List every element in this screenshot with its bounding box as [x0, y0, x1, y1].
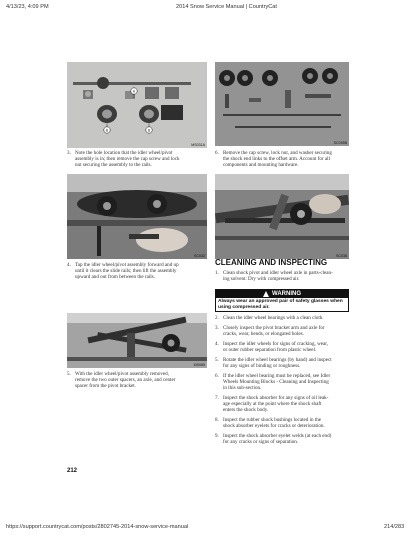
print-timestamp: 4/13/23, 4:09 PM: [6, 4, 49, 10]
inspect-step-2: [215, 315, 353, 321]
warning-line: using compressed air.: [218, 304, 270, 310]
step-line: Inspect the idler wheels for signs of cracking, wear,: [223, 341, 329, 347]
document-title: 2014 Snow Service Manual | CountryCat: [176, 4, 277, 10]
tap-assembly-illustration: [67, 174, 207, 259]
page-count: 214/283: [384, 524, 405, 530]
figure-code: SC036: [336, 254, 347, 258]
figure-code: SC035B: [333, 141, 347, 145]
inspect-step-7: [215, 395, 353, 413]
step-6-remove-cap-screw: [215, 150, 353, 168]
figure-idler-parts: [67, 62, 207, 148]
step-number: 9.: [215, 433, 219, 439]
step-line: Inspect the rubber shock bushings located in the: [223, 417, 322, 423]
step-line: assembly is in; then remove the cap screw and lock: [75, 156, 180, 162]
step-number: 7.: [215, 395, 219, 401]
figure-code: MS085: [193, 363, 205, 367]
step-number: 2.: [215, 315, 219, 321]
step-line: for any signs of binding or roughness.: [223, 363, 301, 369]
step-line: for any cracks or signs of separation.: [223, 439, 299, 445]
step-number: 5.: [215, 357, 219, 363]
step-line: Tap the idler wheel/pivot assembly forward and up: [75, 262, 179, 268]
step-number: 3.: [67, 150, 71, 156]
step-number: 6.: [215, 373, 219, 379]
step-number: 5.: [67, 371, 71, 377]
figure-shock-removal: [215, 174, 349, 259]
inspect-step-6: [215, 373, 353, 391]
step-line: until it clears the slide rails; then lift the assembly: [75, 268, 177, 274]
step-line: upward and out from between the rails.: [75, 274, 155, 280]
step-4-tap-assembly: [67, 262, 209, 280]
figure-shock-links: [215, 62, 349, 146]
warning-triangle-icon: [263, 291, 269, 297]
warning-title: WARNING: [272, 291, 301, 297]
step-line: shock absorber eyelets for cracks or deterioration.: [223, 423, 325, 429]
idler-parts-illustration: [67, 62, 207, 148]
callout-a: A: [132, 89, 136, 94]
step-line: With the idler wheel/pivot assembly removed,: [75, 371, 170, 377]
figure-code: SC032: [194, 254, 205, 258]
step-line: Remove the cap screw, lock nut, and washer securing: [223, 150, 332, 156]
step-line: the shock end links to the offset arm. Account for all: [223, 156, 330, 162]
warning-text: [216, 298, 348, 311]
pivot-bracket-illustration: [67, 313, 207, 368]
step-line: spacer from the pivot bracket.: [75, 383, 136, 389]
step-line: enters the shock body.: [223, 407, 269, 413]
step-line: Clean shock pivot and idler wheel axle in parts-clean-: [223, 270, 333, 276]
step-line: Rotate the idler wheel bearings (by hand) and inspect: [223, 357, 332, 363]
warning-line: Always wear an approved pair of safety glasses when: [218, 299, 343, 304]
step-line: remove the two outer spacers, an axle, and center: [75, 377, 176, 383]
step-line: cracks, wear, bends, or elongated holes.: [223, 331, 304, 337]
step-line: components and mounting hardware.: [223, 162, 299, 168]
step-line: in this sub-section.: [223, 385, 262, 391]
step-number: 3.: [215, 325, 219, 331]
step-number: 4.: [215, 341, 219, 347]
step-number: 6.: [215, 150, 219, 156]
step-line: Wheels Mounting Blocks - Cleaning and Inspecting: [223, 379, 329, 385]
step-number: 8.: [215, 417, 219, 423]
callout-b-left: B: [105, 128, 109, 133]
step-line: If the idler wheel bearing must be replaced, see Idler: [223, 373, 331, 379]
step-line: Note the hole location that the idler wheel/pivot: [75, 150, 173, 156]
inspect-step-9: [215, 433, 353, 445]
step-line: age especially at the point where the shock shaft: [223, 401, 322, 407]
shock-removal-illustration: [215, 174, 349, 259]
section-heading: CLEANING AND INSPECTING: [215, 258, 328, 267]
inspect-step-3: [215, 325, 353, 337]
page-number: 212: [67, 468, 78, 474]
inspect-step-8: [215, 417, 353, 429]
inspect-step-4: [215, 341, 353, 353]
figure-pivot-bracket: [67, 313, 207, 368]
figure-tap-assembly: [67, 174, 207, 259]
step-line: Inspect the shock absorber eyelet welds (at each end): [223, 433, 332, 439]
step-number: 4.: [67, 262, 71, 268]
shock-links-illustration: [215, 62, 349, 146]
step-number: 1.: [215, 270, 219, 276]
step-5-remove-spacers: [67, 371, 209, 389]
step-line: ing solvent. Dry with compressed air.: [223, 276, 300, 282]
step-3-note-hole-location: [67, 150, 209, 168]
warning-box: [215, 289, 349, 312]
figure-code: MS031A: [191, 143, 205, 147]
step-line: Inspect the shock absorber for any signs of oil leak-: [223, 395, 329, 401]
step-line: Closely inspect the pivot bracket arm and axle for: [223, 325, 325, 331]
cleaning-step-1: [215, 270, 353, 282]
step-line: Clean the idler wheel bearings with a clean cloth.: [223, 315, 324, 321]
page-url[interactable]: https://support.countrycat.com/posts/2802745-2014-snow-service-manual: [6, 524, 189, 530]
step-line: nut securing the assembly to the rails.: [75, 162, 152, 168]
callout-b-right: B: [147, 128, 151, 133]
step-line: or outer rubber separation from plastic wheel.: [223, 347, 317, 353]
warning-banner: [216, 290, 348, 298]
inspect-step-5: [215, 357, 353, 369]
